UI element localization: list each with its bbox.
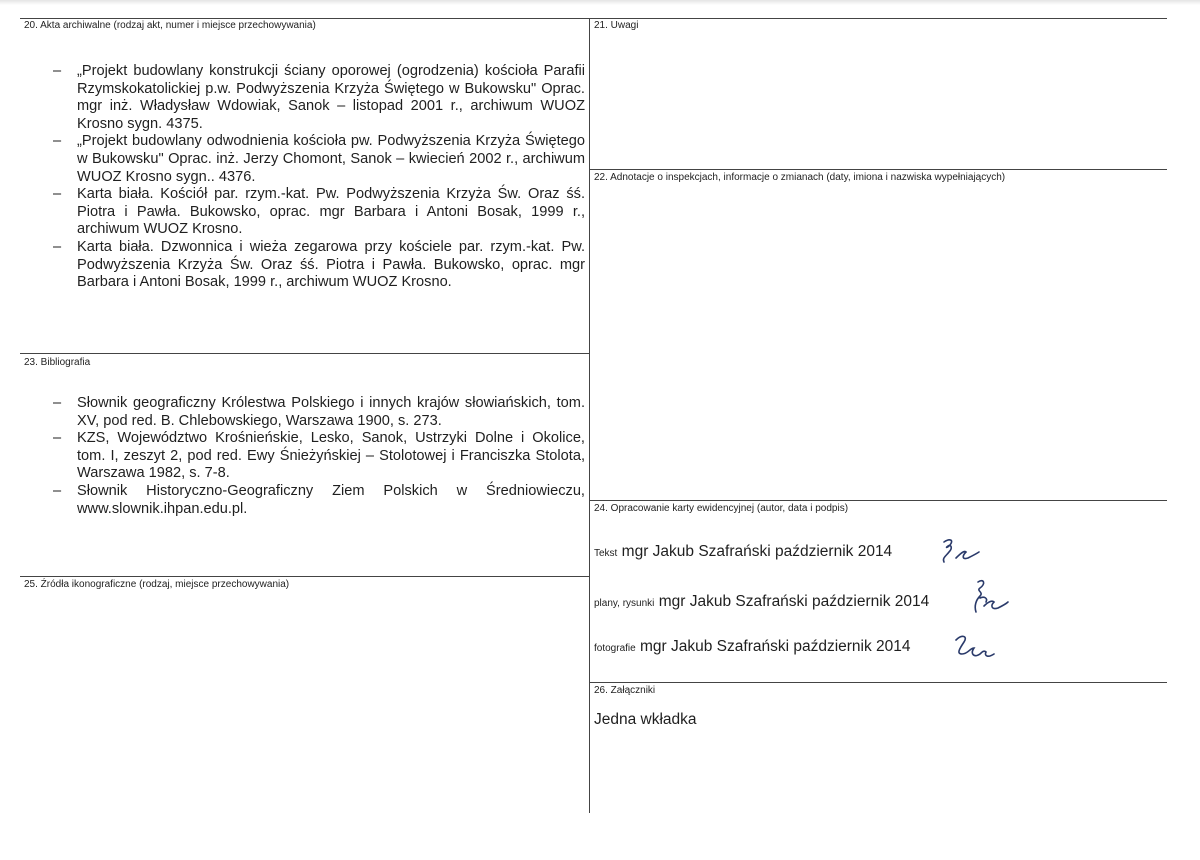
- photos-row-text: [594, 638, 911, 656]
- list-item: [22, 63, 585, 133]
- section-22-label: 22. Adnotacje o inspekcjach, informacje o zmianach (daty, imiona i nazwiska wypełniających): [594, 172, 1006, 183]
- signature-icon: [952, 630, 998, 664]
- list-item-text: Słownik Historyczno-Geograficzny Ziem Polskich w Średniowieczu, www.slownik.ihpan.edu.pl.: [77, 482, 585, 517]
- row-value: mgr Jakub Szafrański październik 2014: [621, 543, 893, 560]
- list-dash: –: [53, 482, 62, 499]
- list-item-text: Karta biała. Dzwonnica i wieża zegarowa przy kościele par. rzym.-kat. Pw. Podwyższenia Krzyża Św. Oraz śś. Piotra i Pawła. Bukowsko, oprac. mgr Barbara i Antoni Bosak, 1999 r., archiwum WUOZ Krosno.: [77, 238, 585, 291]
- list-item: [22, 239, 585, 292]
- section-23-label: 23. Bibliografia: [24, 357, 91, 368]
- list-item: [22, 186, 585, 239]
- list-item: [22, 483, 585, 518]
- list-dash: –: [53, 430, 62, 447]
- list-item-text: Słownik geograficzny Królestwa Polskiego i innych krajów słowiańskich, tom. XV, pod red. B. Chlebowskiego, Warszawa 1900, s. 273.: [77, 395, 585, 429]
- signature-icon: [938, 536, 982, 568]
- rule-top-right: [589, 18, 1167, 19]
- row-prefix: Tekst: [594, 548, 618, 559]
- list-dash: –: [53, 395, 62, 411]
- rule-top-left: [20, 18, 589, 19]
- list-item-text: Karta biała. Kościół par. rzym.-kat. Pw. Podwyższenia Krzyża Św. Oraz śś. Piotra i Pawła. Bukowsko, oprac. mgr Barbara i Antoni Bosak, 1999 r., archiwum WUOZ Krosno.: [77, 186, 585, 238]
- attachments-value: Jedna wkładka: [594, 711, 697, 728]
- scan-edge-shadow: [0, 0, 1200, 5]
- plans-row-text: [594, 593, 929, 611]
- list-item: [22, 395, 585, 430]
- list-item-text: KZS, Województwo Krośnieńskie, Lesko, Sanok, Ustrzyki Dolne i Okolice, tom. I, zeszyt 2, pod red. Ewy Śnieżyńskiej – Stolotowej i Franciszka Stolota, Warszawa 1982, s. 7-8.: [77, 430, 585, 482]
- section-24-label: 24. Opracowanie karty ewidencyjnej (autor, data i podpis): [594, 503, 849, 514]
- section-20-label: 20. Akta archiwalne (rodzaj akt, numer i miejsce przechowywania): [24, 20, 316, 31]
- rule-above-23: [20, 353, 589, 354]
- rule-above-25: [20, 576, 589, 577]
- section-25-label: 25. Źródła ikonograficzne (rodzaj, miejsce przechowywania): [24, 579, 290, 590]
- list-dash: –: [53, 63, 62, 79]
- archival-records-list: [22, 63, 585, 292]
- author-row-text: [594, 543, 892, 561]
- bibliography-list: [22, 395, 585, 518]
- list-item: [22, 430, 585, 483]
- rule-above-22: [589, 169, 1167, 170]
- signature-icon: [966, 578, 1010, 618]
- list-dash: –: [53, 238, 62, 255]
- section-21-label: 21. Uwagi: [594, 20, 639, 31]
- row-prefix: fotografie: [594, 643, 636, 654]
- rule-above-26: [589, 682, 1167, 683]
- list-item: [22, 133, 585, 186]
- list-item-text: „Projekt budowlany konstrukcji ściany oporowej (ogrodzenia) kościoła Parafii Rzymskokatolickiej p.w. Podwyższenia Krzyża Świętego w Bukowsku" Oprac. mgr inż. Władysław Wdowiak, Sanok – listopad 2001 r., archiwum WUOZ Krosno sygn. 4375.: [77, 63, 585, 132]
- list-dash: –: [53, 133, 62, 150]
- section-26-label: 26. Załączniki: [594, 685, 656, 696]
- list-dash: –: [53, 186, 62, 203]
- row-value: mgr Jakub Szafrański październik 2014: [640, 638, 911, 655]
- rule-above-24: [589, 500, 1167, 501]
- rule-center-divider: [589, 18, 590, 813]
- list-item-text: „Projekt budowlany odwodnienia kościoła pw. Podwyższenia Krzyża Świętego w Bukowsku" Oprac. inż. Jerzy Chomont, Sanok – kwiecień 2002 r., archiwum WUOZ Krosno sygn.. 4376.: [77, 133, 585, 185]
- row-prefix: plany, rysunki: [594, 598, 655, 609]
- row-value: mgr Jakub Szafrański październik 2014: [658, 593, 930, 610]
